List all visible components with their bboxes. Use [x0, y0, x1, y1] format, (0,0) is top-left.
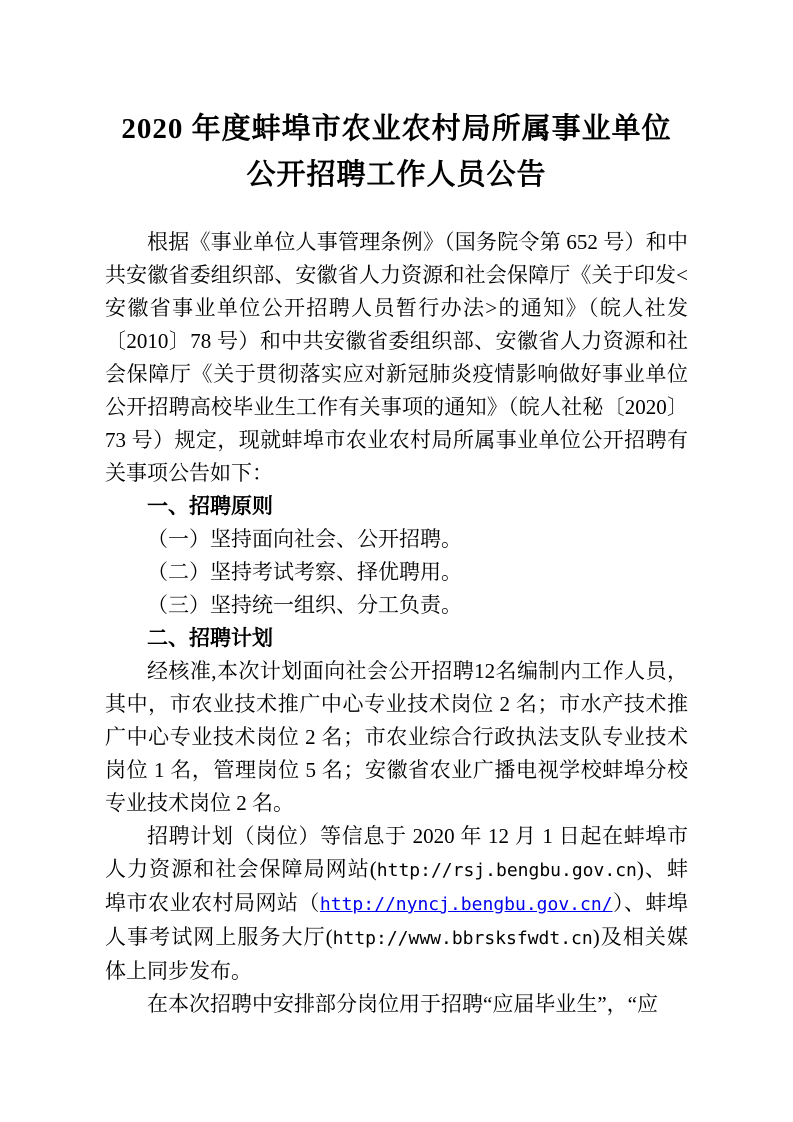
paragraph-publish-info	[105, 820, 688, 988]
rsj-bengbu-url-text: http://rsj.bengbu.gov.cn	[376, 860, 637, 881]
document-title-line-1: 2020 年度蚌埠市农业农村局所属事业单位	[121, 113, 672, 145]
principle-item-1: （一）坚持面向社会、公开招聘。	[147, 527, 462, 551]
document-title	[105, 106, 688, 198]
publish-text-between-urls-2: ）、蚌埠人事考试网上服务大厅(	[105, 891, 688, 949]
section-heading-recruitment-plan: 二、招聘计划	[147, 627, 273, 650]
document-title-line-2: 公开招聘工作人员公告	[246, 159, 547, 191]
section-heading-recruitment-principles: 一、招聘原则	[147, 495, 273, 518]
document-content	[105, 0, 688, 1021]
principle-item-2: （二）坚持考试考察、择优聘用。	[147, 560, 462, 584]
paragraph-fresh-graduates-partial: 在本次招聘中安排部分岗位用于招聘“应届毕业生”，“应	[147, 992, 658, 1016]
paragraph-intro: 根据《事业单位人事管理条例》（国务院令第 652 号）和中共安徽省委组织部、安徽省人力资源和社会保障厅《关于印发<安徽省事业单位公开招聘人员暂行办法>的通知》（皖人社发〔2010〕78 号）和中共安徽省委组织部、安徽省人力资源和社会保障厅《关于贯彻落实应对新冠肺炎疫情影响做好事业单位公开招聘高校毕业生工作有关事项的通知》（皖人社秘〔2020〕73 号）规定，现就蚌埠市农业农村局所属事业单位公开招聘有关事项公告如下：	[105, 230, 688, 485]
publish-text-between-urls-1: )、蚌埠市农业农村局网站（	[105, 857, 688, 915]
paragraph-plan-quota: 经核准,本次计划面向社会公开招聘12名编制内工作人员，其中，市农业技术推广中心专业技术岗位 2 名；市水产技术推广中心专业技术岗位 2 名；市农业综合行政执法支队专业技术岗位 1 名，管理岗位 5 名；安徽省农业广播电视学校蚌埠分校专业技术岗位 2 名。	[105, 659, 688, 815]
nyncj-bengbu-link[interactable]: http://nyncj.bengbu.gov.cn/	[319, 894, 613, 915]
publish-text-after-urls: )及相关媒体上同步发布。	[105, 925, 688, 983]
principle-item-3: （三）坚持统一组织、分工负责。	[147, 593, 462, 617]
publish-text-before-first-url: 招聘计划（岗位）等信息于 2020 年 12 月 1 日起在蚌埠市人力资源和社会保障局网站(	[105, 824, 688, 881]
bbrsksfwdt-url-text: http://www.bbrsksfwdt.cn	[332, 928, 593, 949]
